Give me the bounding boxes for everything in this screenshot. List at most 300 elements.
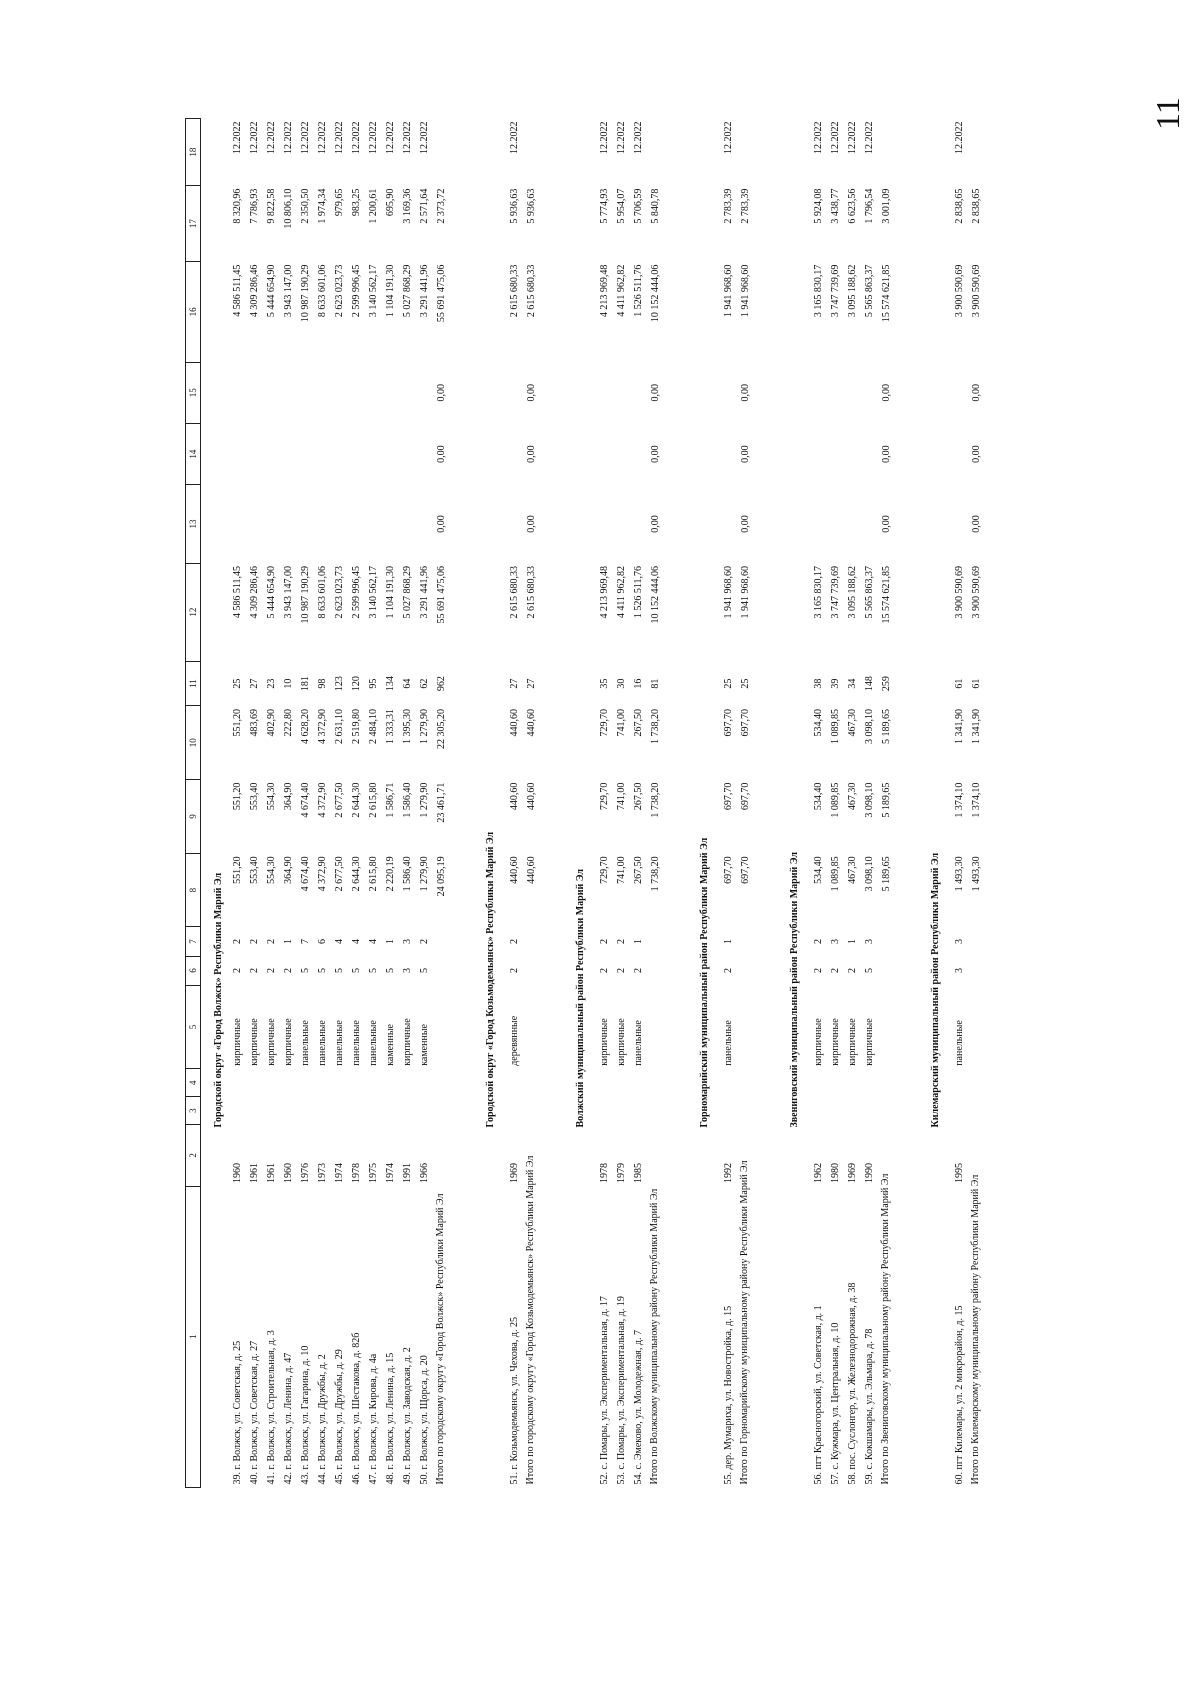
empty-cell: [613, 423, 630, 484]
empty-cell: [348, 485, 365, 563]
area-residential-cell: 4 372,90: [316, 708, 328, 744]
empty-cell: [506, 362, 523, 423]
completion-date-cell: 12.2022: [265, 121, 277, 154]
empty-cell: [399, 362, 416, 423]
total-cost: 10 152 444,06: [649, 566, 661, 624]
residents-cell: 39: [829, 678, 841, 689]
empty-cell: [246, 1069, 263, 1097]
total-residents: 81: [649, 678, 661, 689]
empty-cell: [399, 1069, 416, 1097]
cost-owners-cell: 1 526 511,76: [632, 264, 644, 317]
col-number: 17: [186, 186, 201, 262]
entrances-cell: 1: [722, 939, 734, 945]
col-number: 6: [186, 956, 201, 985]
empty-cell: [348, 1069, 365, 1097]
empty-cell: [810, 485, 827, 563]
year-cell: 1976: [299, 1163, 311, 1184]
table-row: [810, 119, 827, 1488]
unit-cost-cell: 2 783,39: [722, 188, 734, 224]
unit-cost-cell: 5 924,08: [812, 188, 824, 224]
completion-date-cell: 12.2022: [615, 121, 627, 154]
table-row: [399, 119, 416, 1488]
area-residential-cell: 440,60: [508, 708, 520, 737]
empty-cell: [720, 485, 737, 563]
area-premises-cell: 1 089,85: [829, 782, 841, 818]
total-residents: 27: [525, 678, 537, 689]
year-cell: 1961: [248, 1163, 260, 1184]
empty-cell: [331, 1069, 348, 1097]
unit-cost-cell: 9 822,58: [265, 188, 277, 224]
empty-cell: [827, 485, 844, 563]
wall-material-cell: панельные: [953, 1020, 965, 1066]
entrances-cell: 2: [508, 939, 520, 945]
floors-cell: 2: [632, 968, 644, 974]
total-c14: 0,00: [880, 445, 892, 463]
completion-date-cell: 12.2022: [401, 121, 413, 154]
year-cell: 1962: [812, 1163, 824, 1184]
total-residents: 61: [970, 678, 982, 689]
wall-material-cell: панельные: [299, 1020, 311, 1066]
area-premises-cell: 697,70: [722, 782, 734, 811]
empty-cell: [827, 362, 844, 423]
entrances-cell: 4: [350, 939, 362, 945]
entrances-cell: 3: [829, 939, 841, 945]
area-premises-cell: 4 372,90: [316, 782, 328, 818]
entrances-cell: 2: [598, 939, 610, 945]
floors-cell: 2: [615, 968, 627, 974]
empty-cell: [416, 423, 433, 484]
section-total-row: [737, 119, 754, 1488]
empty-cell: [263, 362, 280, 423]
table-row: [382, 119, 399, 1488]
cost-total-cell: 4 213 969,48: [598, 566, 610, 619]
year-cell: 1969: [846, 1163, 858, 1184]
cost-owners-cell: 4 309 286,46: [248, 264, 260, 318]
table-row: [596, 119, 613, 1488]
section-heading-row: [921, 119, 951, 1488]
area-total-cell: 697,70: [722, 856, 734, 884]
area-total-cell: 2 220,19: [384, 856, 396, 892]
wall-material-cell: кирпичные: [231, 1018, 243, 1066]
total-unit-cost: 5 840,78: [649, 188, 661, 224]
area-total-cell: 1 586,40: [401, 856, 413, 892]
total-area-total: 1 493,30: [970, 856, 982, 892]
empty-cell: [263, 1069, 280, 1097]
empty-cell: [810, 1097, 827, 1125]
floors-cell: 2: [231, 968, 243, 974]
col-number: 7: [186, 927, 201, 956]
unit-cost-cell: 1 200,61: [367, 188, 379, 224]
total-area-residential: 440,60: [525, 708, 537, 737]
section-total-row: [433, 119, 450, 1488]
total-c13: 0,00: [525, 515, 537, 533]
year-cell: 1969: [508, 1163, 520, 1184]
empty-cell: [647, 119, 664, 186]
area-premises-cell: 1 374,10: [953, 782, 965, 818]
empty-cell: [280, 485, 297, 563]
total-label-cell: [523, 927, 540, 1488]
empty-cell: [613, 362, 630, 423]
empty-cell: [861, 1097, 878, 1125]
completion-date-cell: 12.2022: [333, 121, 345, 154]
address-cell: 57. с. Кужмара, ул. Центральная, д. 10: [829, 1322, 841, 1485]
residents-cell: 16: [632, 678, 644, 689]
completion-date-cell: 12.2022: [863, 121, 875, 154]
entrances-cell: 1: [846, 939, 858, 945]
cost-owners-cell: 4 213 969,48: [598, 264, 610, 318]
empty-cell: [613, 1069, 630, 1097]
empty-cell: [314, 485, 331, 563]
unit-cost-cell: 5 936,63: [508, 188, 520, 224]
cost-total-cell: 1 526 511,76: [632, 566, 644, 619]
total-area-premises: 5 189,65: [880, 782, 892, 818]
residents-cell: 62: [418, 678, 430, 689]
spacer-cell: [201, 119, 210, 1488]
section-heading-row: [780, 119, 810, 1488]
area-premises-cell: 364,90: [282, 782, 294, 811]
floors-cell: 2: [846, 968, 858, 974]
section-total-row: [647, 119, 664, 1488]
empty-cell: [827, 423, 844, 484]
address-cell: 60. пгт Килемары, ул. 2 микрорайон, д. 15: [953, 1305, 965, 1485]
empty-cell: [951, 1069, 968, 1097]
year-cell: 1973: [316, 1163, 328, 1184]
address-cell: 59. с. Кокшамары, ул. Эльмара, д. 78: [863, 1328, 875, 1485]
address-cell: 52. с. Помары, ул. Экспериментальная, д. 17: [598, 1296, 610, 1485]
entrances-cell: 1: [384, 939, 396, 945]
col-number: 10: [186, 706, 201, 780]
spacer-row: [664, 119, 690, 1488]
cost-total-cell: 3 165 830,17: [812, 566, 824, 619]
col-number: 4: [186, 1069, 201, 1097]
area-premises-cell: 440,60: [508, 782, 520, 811]
empty-cell: [263, 1097, 280, 1125]
residents-cell: 38: [812, 678, 824, 689]
empty-cell: [433, 119, 450, 186]
empty-cell: [314, 1069, 331, 1097]
area-residential-cell: 534,40: [812, 708, 824, 737]
col-number: 13: [186, 485, 201, 563]
area-total-cell: 534,40: [812, 856, 824, 884]
entrances-cell: 3: [953, 939, 965, 945]
col-number: 2: [186, 1125, 201, 1186]
table-row: [348, 119, 365, 1488]
empty-cell: [263, 485, 280, 563]
completion-date-cell: 12.2022: [384, 121, 396, 154]
residents-cell: 27: [248, 678, 260, 689]
empty-cell: [596, 1097, 613, 1125]
cost-owners-cell: 2 623 023,73: [333, 264, 345, 318]
area-residential-cell: 483,69: [248, 708, 260, 737]
total-label: Итого по Звениговскому муниципальному району Республики Марий Эл: [880, 1173, 891, 1485]
total-label: Итого по городскому округу «Город Козьмодемьянск» Республики Марий Эл: [525, 1155, 536, 1485]
cost-total-cell: 3 291 441,96: [418, 566, 430, 619]
spacer-row: [895, 119, 921, 1488]
area-total-cell: 553,40: [248, 856, 260, 884]
entrances-cell: 2: [615, 939, 627, 945]
total-c14: 0,00: [970, 445, 982, 463]
unit-cost-cell: 5 706,59: [632, 188, 644, 224]
column-numbers-row: [186, 119, 201, 1488]
cost-owners-cell: 3 140 562,17: [367, 264, 379, 318]
empty-cell: [314, 1097, 331, 1125]
total-label: Итого по Горномарийскому муниципальному району Республики Марий Эл: [739, 1160, 750, 1485]
empty-cell: [844, 1097, 861, 1125]
area-total-cell: 4 372,90: [316, 856, 328, 892]
total-cost-owners: 1 941 968,60: [739, 264, 751, 318]
table-row: [844, 119, 861, 1488]
section-title: Горномарийский муниципальный район Республики Марий Эл: [699, 837, 710, 1128]
floors-cell: 2: [829, 968, 841, 974]
spacer-row: [540, 119, 566, 1488]
area-premises-cell: 729,70: [598, 782, 610, 811]
residents-cell: 34: [846, 678, 858, 689]
wall-material-cell: панельные: [350, 1020, 362, 1066]
area-residential-cell: 551,20: [231, 708, 243, 737]
empty-cell: [365, 485, 382, 563]
entrances-cell: 6: [316, 939, 328, 945]
cost-total-cell: 5 444 654,90: [265, 566, 277, 619]
empty-cell: [810, 362, 827, 423]
empty-cell: [720, 1069, 737, 1097]
completion-date-cell: 12.2022: [508, 121, 520, 154]
empty-cell: [506, 485, 523, 563]
cost-owners-cell: 3 291 441,96: [418, 264, 430, 318]
total-c13: 0,00: [739, 515, 751, 533]
cost-total-cell: 1 941 968,60: [722, 566, 734, 619]
unit-cost-cell: 1 796,54: [863, 188, 875, 224]
completion-date-cell: 12.2022: [829, 121, 841, 154]
floors-cell: 5: [333, 968, 345, 974]
residents-cell: 181: [299, 676, 311, 692]
area-total-cell: 729,70: [598, 856, 610, 884]
address-cell: 48. г. Волжск, ул. Ленина, д. 15: [384, 1352, 396, 1485]
residents-cell: 120: [350, 676, 362, 692]
year-cell: 1980: [829, 1163, 841, 1184]
residents-cell: 134: [384, 676, 396, 692]
completion-date-cell: 12.2022: [722, 121, 734, 154]
area-total-cell: 551,20: [231, 856, 243, 884]
section-total-row: [878, 119, 895, 1488]
address-cell: 45. г. Волжск, ул. Дружбы, д. 29: [333, 1349, 345, 1485]
total-c14: 0,00: [739, 445, 751, 463]
completion-date-cell: 12.2022: [846, 121, 858, 154]
housing-table: [185, 118, 985, 1488]
address-cell: 58. пос. Суслонгер, ул. Железнодорожная, д. 38: [846, 1282, 858, 1485]
empty-cell: [810, 423, 827, 484]
floors-cell: 2: [598, 968, 610, 974]
area-premises-cell: 2 677,50: [333, 782, 345, 818]
unit-cost-cell: 7 786,93: [248, 188, 260, 224]
empty-cell: [630, 1069, 647, 1097]
total-area-premises: 1 374,10: [970, 782, 982, 818]
area-residential-cell: 2 631,10: [333, 708, 345, 744]
wall-material-cell: кирпичные: [265, 1018, 277, 1066]
col-number: 15: [186, 362, 201, 423]
cost-owners-cell: 3 747 739,69: [829, 264, 841, 318]
residents-cell: 30: [615, 678, 627, 689]
floors-cell: 5: [367, 968, 379, 974]
empty-cell: [382, 1097, 399, 1125]
empty-cell: [416, 485, 433, 563]
area-premises-cell: 554,30: [265, 782, 277, 811]
unit-cost-cell: 3 169,36: [401, 188, 413, 224]
address-cell: 49. г. Волжск, ул. Заводская, д. 2: [401, 1347, 413, 1485]
empty-cell: [523, 119, 540, 186]
wall-material-cell: каменные: [418, 1024, 430, 1066]
spacer-row: [450, 119, 476, 1488]
year-cell: 1991: [401, 1163, 413, 1184]
empty-cell: [280, 1069, 297, 1097]
spacer-row: [201, 119, 210, 1488]
area-total-cell: 1 279,90: [418, 856, 430, 892]
total-label: Итого по Волжскому муниципальному району Республики Марий Эл: [649, 1188, 660, 1485]
address-cell: 47. г. Волжск, ул. Кирова, д. 4а: [367, 1353, 379, 1485]
total-cost: 2 615 680,33: [525, 566, 537, 619]
cost-owners-cell: 8 633 601,06: [316, 264, 328, 318]
cost-total-cell: 2 615 680,33: [508, 566, 520, 619]
empty-cell: [297, 1097, 314, 1125]
section-total-row: [523, 119, 540, 1488]
floors-cell: 2: [812, 968, 824, 974]
floors-cell: 2: [722, 968, 734, 974]
col-number: 3: [186, 1097, 201, 1125]
total-c15: 0,00: [970, 384, 982, 402]
wall-material-cell: кирпичные: [812, 1018, 824, 1066]
total-c15: 0,00: [739, 384, 751, 402]
spacer-row: [754, 119, 780, 1488]
spacer-cell: [754, 119, 780, 1488]
empty-cell: [596, 485, 613, 563]
area-residential-cell: 1 333,31: [384, 708, 396, 744]
cost-owners-cell: 4 411 962,82: [615, 264, 627, 317]
area-total-cell: 741,00: [615, 856, 627, 884]
empty-cell: [229, 485, 246, 563]
cost-owners-cell: 5 027 868,29: [401, 264, 413, 318]
cost-owners-cell: 10 987 190,29: [299, 264, 311, 323]
section-total-row: [968, 119, 985, 1488]
table-row: [246, 119, 263, 1488]
address-cell: 56. пгт Красногорский, ул. Советская, д. 1: [812, 1305, 824, 1485]
table-row: [331, 119, 348, 1488]
area-residential-cell: 1 089,85: [829, 708, 841, 744]
empty-cell: [382, 423, 399, 484]
completion-date-cell: 12.2022: [282, 121, 294, 154]
completion-date-cell: 12.2022: [812, 121, 824, 154]
total-area-residential: 697,70: [739, 708, 751, 737]
empty-cell: [399, 1097, 416, 1125]
empty-cell: [630, 485, 647, 563]
total-c15: 0,00: [880, 384, 892, 402]
completion-date-cell: 12.2022: [316, 121, 328, 154]
unit-cost-cell: 10 806,10: [282, 188, 294, 229]
empty-cell: [382, 1069, 399, 1097]
completion-date-cell: 12.2022: [299, 121, 311, 154]
empty-cell: [596, 423, 613, 484]
total-c15: 0,00: [435, 384, 447, 402]
area-total-cell: 440,60: [508, 856, 520, 884]
empty-cell: [246, 1097, 263, 1125]
col-number: 1: [186, 1186, 201, 1487]
total-area-premises: 23 461,71: [435, 782, 447, 823]
unit-cost-cell: 6 623,56: [846, 188, 858, 224]
floors-cell: 2: [282, 968, 294, 974]
total-residents: 25: [739, 678, 751, 689]
table-row: [613, 119, 630, 1488]
empty-cell: [416, 1069, 433, 1097]
total-unit-cost: 2 373,72: [435, 188, 447, 224]
unit-cost-cell: 5 954,07: [615, 188, 627, 224]
entrances-cell: 3: [863, 939, 875, 945]
address-cell: 43. г. Волжск, ул. Гагарина, д. 10: [299, 1345, 311, 1485]
floors-cell: 2: [265, 968, 277, 974]
empty-cell: [348, 1097, 365, 1125]
cost-total-cell: 3 943 147,00: [282, 566, 294, 619]
total-area-residential: 1 738,20: [649, 708, 661, 744]
empty-cell: [297, 362, 314, 423]
area-premises-cell: 551,20: [231, 782, 243, 811]
cost-total-cell: 2 623 023,73: [333, 566, 345, 619]
empty-cell: [280, 423, 297, 484]
area-premises-cell: 553,40: [248, 782, 260, 811]
cost-owners-cell: 3 095 188,62: [846, 264, 858, 318]
floors-cell: 3: [401, 968, 413, 974]
empty-cell: [630, 1097, 647, 1125]
floors-cell: 5: [350, 968, 362, 974]
floors-cell: 5: [316, 968, 328, 974]
empty-cell: [951, 423, 968, 484]
cost-total-cell: 2 599 996,45: [350, 566, 362, 619]
empty-cell: [968, 119, 985, 186]
area-residential-cell: 729,70: [598, 708, 610, 737]
empty-cell: [263, 423, 280, 484]
wall-material-cell: панельные: [722, 1020, 734, 1066]
floors-cell: 5: [863, 968, 875, 974]
empty-cell: [630, 362, 647, 423]
wall-material-cell: панельные: [632, 1020, 644, 1066]
empty-cell: [844, 423, 861, 484]
floors-cell: 5: [299, 968, 311, 974]
address-cell: 55. дер. Мумариха, ул. Новостройка, д. 15: [722, 1305, 734, 1485]
section-title: Городской округ «Город Козьмодемьянск» Республики Марий Эл: [485, 831, 496, 1128]
empty-cell: [399, 423, 416, 484]
empty-cell: [416, 362, 433, 423]
cost-owners-cell: 3 165 830,17: [812, 264, 824, 318]
floors-cell: 5: [384, 968, 396, 974]
area-residential-cell: 697,70: [722, 708, 734, 737]
cost-total-cell: 4 309 286,46: [248, 566, 260, 619]
empty-cell: [246, 423, 263, 484]
empty-cell: [297, 485, 314, 563]
year-cell: 1979: [615, 1163, 627, 1184]
entrances-cell: 4: [333, 939, 345, 945]
empty-cell: [331, 362, 348, 423]
total-cost-owners: 55 691 475,06: [435, 264, 447, 323]
total-c13: 0,00: [970, 515, 982, 533]
wall-material-cell: панельные: [367, 1020, 379, 1066]
area-residential-cell: 2 484,10: [367, 708, 379, 744]
empty-cell: [365, 1069, 382, 1097]
total-label: Итого по городскому округу «Город Волжск» Республики Марий Эл: [435, 1193, 446, 1485]
area-premises-cell: 1 586,40: [401, 782, 413, 818]
total-c15: 0,00: [649, 384, 661, 402]
area-total-cell: 554,30: [265, 856, 277, 884]
section-heading-row: [566, 119, 596, 1488]
total-c14: 0,00: [525, 445, 537, 463]
area-total-cell: 364,90: [282, 856, 294, 884]
total-label-cell: [968, 927, 985, 1488]
floors-cell: 5: [418, 968, 430, 974]
